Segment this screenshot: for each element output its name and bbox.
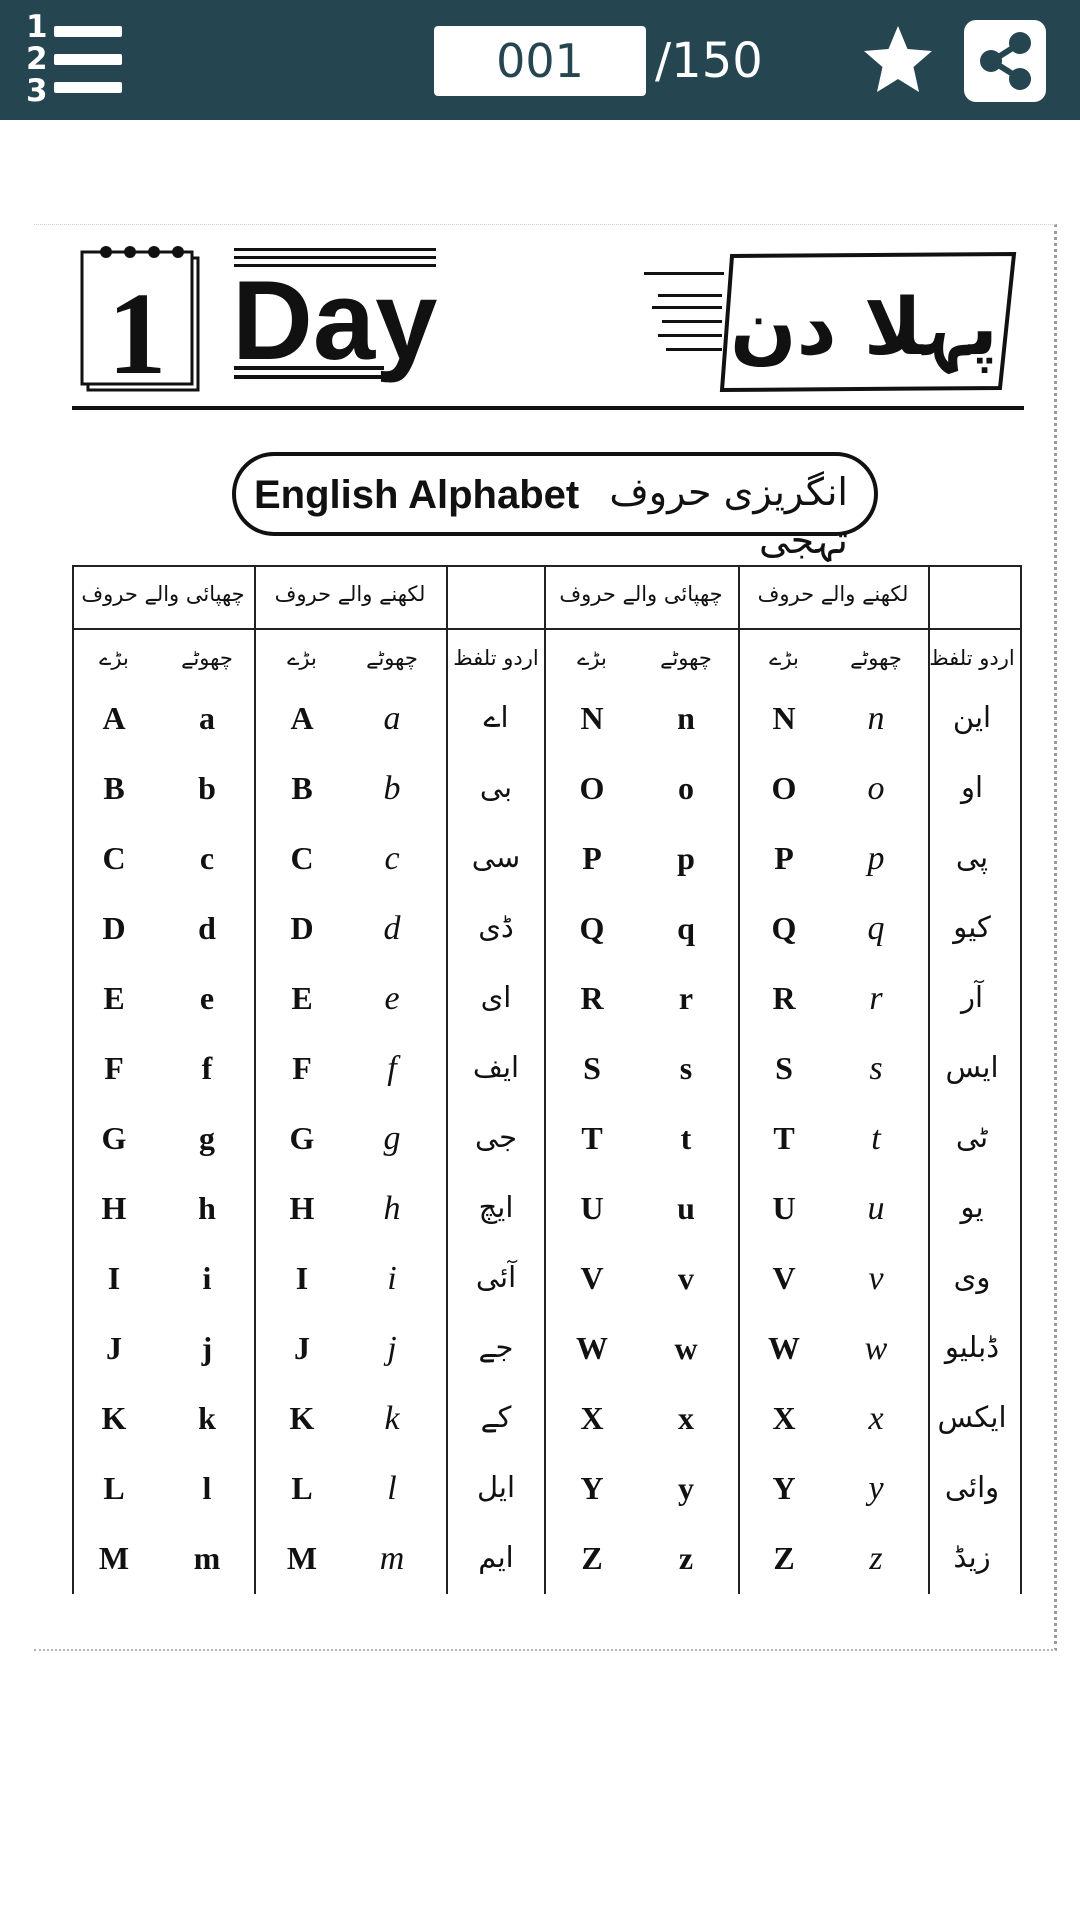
header-divider <box>72 406 1024 410</box>
printed-capital-cell: G <box>101 1120 127 1156</box>
urdu-pronunciation-cell: ٹی <box>955 1120 989 1154</box>
printed-capital-cell: W <box>576 1330 608 1366</box>
written-small-cell: h <box>383 1190 401 1227</box>
table-header-rule <box>72 628 1022 630</box>
printed-capital-cell: F <box>104 1050 124 1086</box>
urdu-pronunciation-cell: ایچ <box>478 1190 514 1224</box>
printed-small-cell: f <box>201 1050 213 1086</box>
share-button[interactable] <box>964 20 1046 102</box>
table-group-header: لکھنے والے حروف <box>274 582 426 606</box>
urdu-pronunciation-cell: پی <box>955 840 989 874</box>
written-capital-cell: O <box>771 770 797 806</box>
written-small-cell: q <box>867 910 885 947</box>
table-sub-header: چھوٹے <box>660 646 712 670</box>
written-small-cell: w <box>864 1330 888 1367</box>
written-small-cell: r <box>869 980 883 1017</box>
urdu-title-logo <box>642 248 1018 396</box>
printed-small-cell: o <box>678 770 694 806</box>
printed-small-cell: n <box>677 700 695 736</box>
subtitle-english: English Alphabet <box>254 473 580 517</box>
written-capital-cell: K <box>289 1400 315 1436</box>
written-capital-cell: U <box>772 1190 796 1226</box>
written-capital-cell: W <box>768 1330 800 1366</box>
written-capital-cell: J <box>294 1330 310 1366</box>
day-word: Day <box>232 258 438 383</box>
table-sub-header: اردو تلفظ <box>453 646 539 670</box>
written-capital-cell: L <box>291 1470 313 1506</box>
printed-capital-cell: L <box>103 1470 125 1506</box>
printed-small-cell: k <box>198 1400 216 1436</box>
table-sub-header: بڑے <box>287 646 317 670</box>
printed-small-cell: d <box>198 910 216 946</box>
printed-small-cell: b <box>198 770 216 806</box>
printed-capital-cell: R <box>580 980 604 1016</box>
printed-capital-cell: D <box>102 910 126 946</box>
printed-capital-cell: V <box>580 1260 604 1296</box>
menu-digit: 2 <box>26 41 48 77</box>
written-capital-cell: Y <box>772 1470 796 1506</box>
written-capital-cell: Q <box>771 910 797 946</box>
menu-digit: 3 <box>26 73 48 109</box>
urdu-pronunciation-cell: ڈبلیو <box>944 1330 1000 1364</box>
written-capital-cell: G <box>289 1120 315 1156</box>
urdu-pronunciation-cell: ایف <box>472 1050 520 1084</box>
table-group-header: چھپائی والے حروف <box>559 582 723 606</box>
urdu-pronunciation-cell: کے <box>480 1400 512 1434</box>
written-small-cell: m <box>379 1540 405 1577</box>
urdu-pronunciation-cell: زیڈ <box>953 1540 991 1574</box>
printed-small-cell: j <box>201 1330 213 1366</box>
urdu-pronunciation-cell: ایل <box>476 1470 516 1504</box>
written-small-cell: k <box>384 1400 400 1437</box>
menu-bar <box>54 26 122 37</box>
numbered-list-icon[interactable] <box>22 9 126 109</box>
printed-capital-cell: O <box>579 770 605 806</box>
urdu-pronunciation-cell: کیو <box>953 910 991 944</box>
written-capital-cell: S <box>775 1050 793 1086</box>
written-small-cell: l <box>387 1470 397 1507</box>
printed-small-cell: s <box>679 1050 693 1086</box>
star-icon[interactable] <box>860 22 936 98</box>
printed-capital-cell: I <box>107 1260 121 1296</box>
printed-small-cell: r <box>678 980 694 1016</box>
written-small-cell: x <box>868 1400 884 1437</box>
printed-small-cell: y <box>678 1470 694 1506</box>
table-sub-header: چھوٹے <box>850 646 902 670</box>
printed-small-cell: c <box>199 840 215 876</box>
written-capital-cell: D <box>290 910 314 946</box>
written-small-cell: n <box>867 700 885 737</box>
written-capital-cell: X <box>772 1400 796 1436</box>
printed-capital-cell: M <box>98 1540 130 1576</box>
printed-small-cell: v <box>678 1260 694 1296</box>
table-sub-header: بڑے <box>577 646 607 670</box>
table-sub-header: چھوٹے <box>366 646 418 670</box>
written-small-cell: p <box>867 840 885 877</box>
table-column-rule <box>446 565 448 1594</box>
urdu-pronunciation-cell: سی <box>471 840 521 874</box>
written-small-cell: g <box>383 1120 401 1157</box>
printed-small-cell: h <box>198 1190 216 1226</box>
written-small-cell: s <box>869 1050 883 1087</box>
day-logo <box>78 246 443 396</box>
urdu-pronunciation-cell: این <box>952 700 992 734</box>
printed-small-cell: l <box>202 1470 212 1506</box>
app-toolbar <box>0 0 1080 120</box>
menu-bar <box>54 82 122 93</box>
urdu-pronunciation-cell: ایس <box>945 1050 999 1084</box>
printed-small-cell: p <box>677 840 695 876</box>
printed-small-cell: g <box>199 1120 215 1156</box>
urdu-pronunciation-cell: او <box>960 770 984 804</box>
page-total: /150 <box>655 33 763 89</box>
urdu-pronunciation-cell: وی <box>953 1260 991 1294</box>
table-top-rule <box>72 565 1022 567</box>
printed-small-cell: w <box>674 1330 698 1366</box>
written-capital-cell: R <box>772 980 796 1016</box>
printed-capital-cell: Z <box>581 1540 603 1576</box>
table-group-header: لکھنے والے حروف <box>757 582 909 606</box>
printed-capital-cell: E <box>103 980 125 1016</box>
written-small-cell: t <box>871 1120 881 1157</box>
written-capital-cell: V <box>772 1260 796 1296</box>
printed-small-cell: a <box>199 700 215 736</box>
printed-capital-cell: Q <box>579 910 605 946</box>
written-small-cell: c <box>384 840 400 877</box>
table-sub-header: چھوٹے <box>181 646 233 670</box>
written-small-cell: f <box>387 1050 397 1087</box>
printed-capital-cell: N <box>580 700 604 736</box>
printed-capital-cell: A <box>102 700 126 736</box>
printed-capital-cell: K <box>101 1400 127 1436</box>
written-small-cell: a <box>383 700 401 737</box>
printed-capital-cell: H <box>101 1190 127 1226</box>
written-small-cell: b <box>383 770 401 807</box>
table-sub-header: اردو تلفظ <box>929 646 1015 670</box>
urdu-title: پہلا دن <box>730 283 998 373</box>
printed-small-cell: q <box>677 910 695 946</box>
printed-capital-cell: C <box>102 840 126 876</box>
written-capital-cell: T <box>773 1120 795 1156</box>
urdu-pronunciation-cell: بی <box>479 770 513 804</box>
printed-small-cell: u <box>677 1190 695 1226</box>
written-small-cell: y <box>868 1470 884 1507</box>
table-group-header: چھپائی والے حروف <box>81 582 245 606</box>
printed-small-cell: x <box>678 1400 694 1436</box>
table-column-rule <box>1020 565 1022 1594</box>
written-capital-cell: E <box>291 980 313 1016</box>
printed-capital-cell: X <box>580 1400 604 1436</box>
urdu-pronunciation-cell: آر <box>960 980 984 1014</box>
day-number: 1 <box>107 268 167 396</box>
urdu-pronunciation-cell: ای <box>480 980 512 1014</box>
written-capital-cell: A <box>290 700 314 736</box>
table-sub-header: بڑے <box>769 646 799 670</box>
urdu-pronunciation-cell: ایکس <box>937 1400 1007 1434</box>
urdu-pronunciation-cell: جے <box>478 1330 514 1364</box>
written-small-cell: d <box>383 910 401 947</box>
written-capital-cell: B <box>291 770 313 806</box>
written-small-cell: o <box>867 770 885 807</box>
written-small-cell: j <box>387 1330 397 1367</box>
menu-bar <box>54 54 122 65</box>
written-small-cell: u <box>867 1190 885 1227</box>
printed-capital-cell: U <box>580 1190 604 1226</box>
urdu-pronunciation-cell: ایم <box>478 1540 514 1574</box>
printed-capital-cell: Y <box>580 1470 604 1506</box>
written-capital-cell: I <box>295 1260 309 1296</box>
urdu-pronunciation-cell: ڈی <box>478 910 514 944</box>
written-capital-cell: M <box>286 1540 318 1576</box>
written-small-cell: v <box>868 1260 884 1297</box>
printed-capital-cell: S <box>583 1050 601 1086</box>
printed-capital-cell: T <box>581 1120 603 1156</box>
printed-small-cell: m <box>193 1540 221 1576</box>
printed-capital-cell: J <box>106 1330 122 1366</box>
written-capital-cell: Z <box>773 1540 795 1576</box>
urdu-pronunciation-cell: آئی <box>475 1260 517 1294</box>
page-number-input[interactable] <box>434 26 646 96</box>
written-small-cell: i <box>387 1260 397 1297</box>
written-small-cell: z <box>869 1540 883 1577</box>
written-small-cell: e <box>384 980 400 1017</box>
written-capital-cell: P <box>774 840 794 876</box>
written-capital-cell: H <box>289 1190 315 1226</box>
table-sub-header: بڑے <box>99 646 129 670</box>
written-capital-cell: C <box>290 840 314 876</box>
printed-small-cell: i <box>202 1260 212 1296</box>
printed-small-cell: e <box>199 980 215 1016</box>
printed-capital-cell: P <box>582 840 602 876</box>
urdu-pronunciation-cell: جی <box>474 1120 518 1154</box>
urdu-pronunciation-cell: اے <box>483 700 509 734</box>
written-capital-cell: N <box>772 700 796 736</box>
menu-digit: 1 <box>26 9 48 45</box>
written-capital-cell: F <box>292 1050 312 1086</box>
printed-small-cell: z <box>678 1540 694 1576</box>
subtitle-urdu: انگریزی حروف تہجی <box>609 470 848 562</box>
urdu-pronunciation-cell: وائی <box>944 1470 1000 1504</box>
share-icon <box>964 20 1046 102</box>
printed-capital-cell: B <box>103 770 125 806</box>
printed-small-cell: t <box>680 1120 692 1156</box>
urdu-pronunciation-cell: یو <box>960 1190 984 1224</box>
